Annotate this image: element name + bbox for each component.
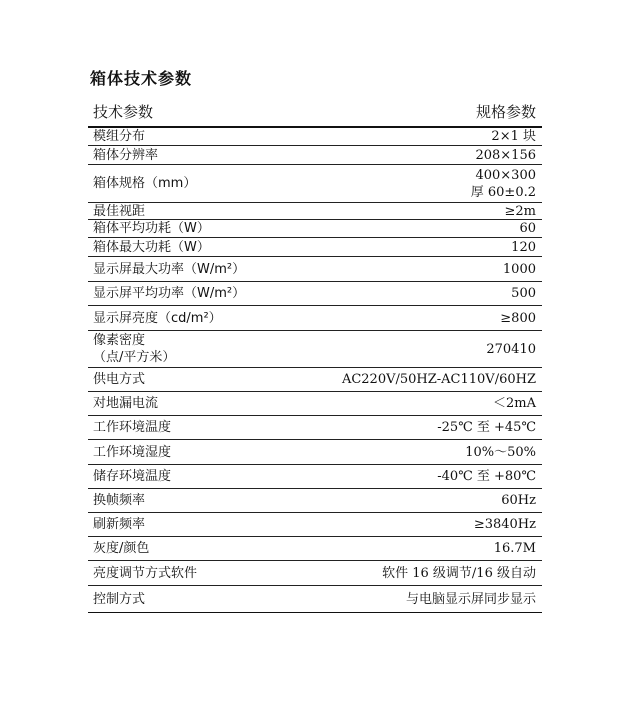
table-row [88,165,542,203]
param-name-line: 储存环境温度 [93,469,172,484]
table-body [88,128,542,613]
table-row [88,220,542,238]
param-name-line: 对地漏电流 [93,396,159,411]
table-row [88,203,542,220]
param-value [511,239,536,256]
param-name-line: 箱体平均功耗（W） [93,221,210,236]
param-name-line: 亮度调节方式软件 [93,565,198,581]
param-name-line: 像素密度 [93,333,146,348]
table-row [88,368,542,392]
param-name [93,540,149,557]
param-name [93,203,145,220]
param-value-line: 2×1 块 [491,129,536,144]
param-value [437,419,536,436]
table-row [88,440,542,465]
table-row [88,146,542,165]
param-value-line: ＜2mA [493,396,536,411]
param-value [519,220,536,237]
param-value [406,591,536,608]
param-name-line: 供电方式 [93,372,146,387]
param-value-line: -25℃ 至 +45℃ [437,420,536,435]
param-value-line: 10%～50% [465,444,536,460]
param-name [93,395,158,412]
param-value-line: 16.7M [493,541,536,556]
param-name-line: 灰度/颜色 [93,541,150,556]
param-value-line: 400×300 [475,167,536,183]
param-value-line: 208×156 [475,147,536,163]
param-value [486,341,536,358]
table-row [88,465,542,489]
param-value-line: AC220V/50HZ-AC110V/60HZ [341,372,536,387]
param-name [93,468,171,485]
table-row [88,392,542,416]
param-value [437,468,536,485]
param-value [342,371,536,388]
table-row [88,257,542,282]
param-value-line: ≥3840Hz [473,517,536,532]
table-row [88,561,542,586]
param-name-line: 工作环境湿度 [93,444,172,460]
param-name [93,371,145,388]
param-name-line: 显示屏平均功率（W/m²） [93,286,246,301]
table-row [88,306,542,331]
param-value [493,395,536,412]
param-value-line: 与电脑显示屏同步显示 [405,591,536,607]
param-value [503,261,536,278]
param-value [474,516,536,533]
param-name [93,492,145,509]
param-name-line: 最佳视距 [93,203,146,219]
table-row [88,282,542,306]
param-name-line: 刷新频率 [93,517,146,532]
param-name [93,220,210,237]
table-row [88,586,542,613]
param-value [511,285,536,302]
param-value [382,565,536,582]
param-value [494,540,536,557]
param-value-line: ≥2m [504,203,536,219]
param-name-line: 控制方式 [93,591,146,607]
param-value-line: -40℃ 至 +80℃ [437,469,536,484]
param-name [93,310,222,327]
param-name-line: 工作环境温度 [93,420,172,435]
param-value-line: 500 [511,286,536,301]
param-value [471,167,536,201]
param-name [93,516,145,533]
spec-table [88,98,542,613]
table-row [88,331,542,368]
param-name-line: 箱体分辨率 [93,147,159,163]
param-name-line: 显示屏最大功率（W/m²） [93,261,246,277]
param-value-line: 120 [511,239,536,255]
header-spec: 规格参数 [475,102,536,121]
param-name-line: 显示屏亮度（cd/m²） [93,310,222,326]
param-value [505,203,537,220]
param-value-line: 60 [519,221,536,236]
param-value-line: 270410 [486,341,536,357]
param-name [93,591,145,608]
table-row [88,489,542,513]
param-value-line: 1000 [502,261,536,277]
param-value-line: 60Hz [501,493,536,508]
table-row [88,513,542,537]
param-name [93,261,245,278]
table-row [88,128,542,146]
param-name-line: （点/平方米） [93,350,176,365]
param-name [93,285,245,302]
param-name [93,565,197,582]
param-name-line: 箱体最大功耗（W） [93,239,210,255]
param-value [501,492,536,509]
table-row [88,416,542,440]
param-name [93,332,175,366]
param-value-line: 软件 16 级调节/16 级自动 [382,565,536,581]
param-name [93,147,158,164]
param-name-line: 换帧频率 [93,493,146,508]
param-name-line: 模组分布 [93,129,146,144]
header-param: 技术参数 [93,102,154,121]
table-row [88,537,542,561]
param-name [93,444,171,461]
param-value-line: ≥800 [500,310,536,326]
param-name [93,128,145,145]
param-name [93,175,196,192]
param-name [93,419,171,436]
param-name [93,239,210,256]
param-value [491,128,536,145]
table-row [88,238,542,257]
section-title: 箱体技术参数 [90,69,193,88]
param-name-line: 箱体规格（mm） [93,176,197,191]
param-value-line: 厚 60±0.2 [470,184,536,200]
table-header [88,98,542,128]
param-value [475,147,536,164]
param-value [465,444,536,461]
param-value [500,310,536,327]
